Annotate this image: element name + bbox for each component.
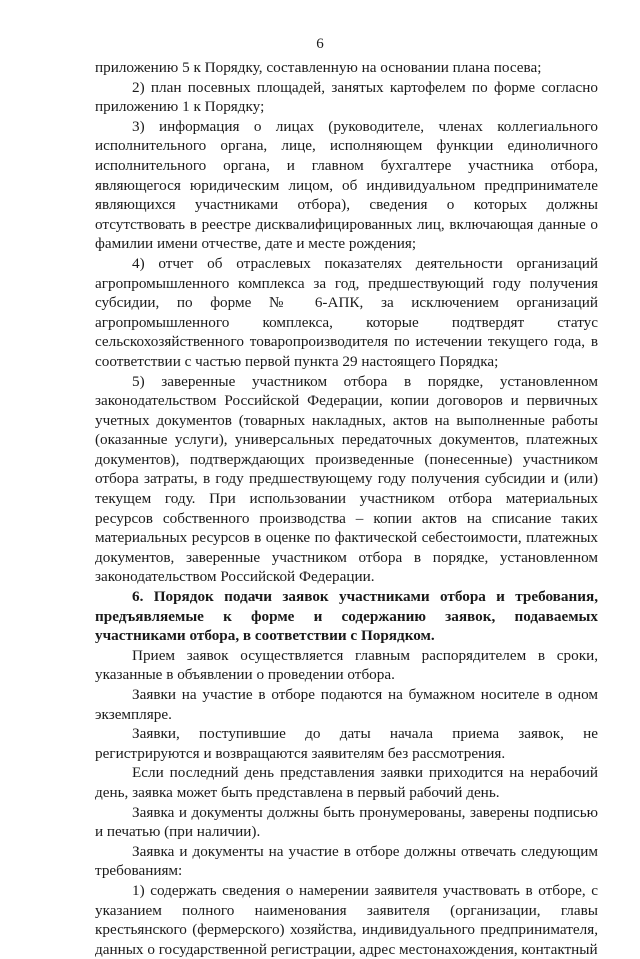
- section-heading-6: 6. Порядок подачи заявок участниками отбора и требования, предъявляемые к форме и содержанию заявок, подаваемых участниками отбора, в соответствии с Порядком.: [95, 588, 598, 645]
- paragraph: Заявки на участие в отборе подаются на бумажном носителе в одном экземпляре.: [95, 686, 598, 723]
- paragraph-item-5: 5) заверенные участником отбора в порядке, установленном законодательством Российской Федерации, копии договоров и первичных учетных документов (товарных накладных, актов на выполненные работы (оказанные услуги), универсальных передаточных документов, платежных документов), подтверждающих произведенные (понесенные) участником отбора затраты, в году предшествующему году получения субсидии и (или) текущем году. При использовании участником отбора материальных ресурсов собственного производства – копии актов на списание таких материальных ресурсов в оценке по фактической себестоимости, платежных документов, заверенные участником отбора в порядке, установленном законодательством Российской Федерации.: [95, 372, 598, 586]
- paragraph: Заявки, поступившие до даты начала приема заявок, не регистрируются и возвращаются заявителям без рассмотрения.: [95, 725, 598, 762]
- paragraph-item-2: 2) план посевных площадей, занятых картофелем по форме согласно приложению 1 к Порядку;: [95, 78, 598, 116]
- paragraph: Заявка и документы на участие в отборе должны отвечать следующим требованиям:: [95, 842, 598, 880]
- page-number: 6: [316, 36, 324, 52]
- paragraph: Если последний день представления заявки приходится на нерабочий день, заявка может быть представлена в первый рабочий день.: [95, 764, 598, 801]
- paragraph: Заявка и документы должны быть пронумерованы, заверены подписью и печатью (при наличии).: [95, 803, 598, 841]
- paragraph-requirement-1: 1) содержать сведения о намерении заявителя участвовать в отборе, с указанием полного наименования заявителя (организации, главы крестьянского (фермерского) хозяйства, индивидуального предпринимателя, данных о государственной регистрации, адрес местонахождения, контактный: [95, 881, 598, 958]
- paragraph-item-3: 3) информация о лицах (руководителе, членах коллегиального исполнительного органа, лице, исполняющем функции единоличного исполнительного органа, и главном бухгалтере участника отбора, являющегося юридическим лицом, об индивидуальном предпринимателе являющихся участниками отбора), сведения о которых должны отсутствовать в реестре дисквалифицированных лиц, включающая данные о фамилии имени отчестве, дате и месте рождения;: [95, 117, 598, 253]
- paragraph-item-4: 4) отчет об отраслевых показателях деятельности организаций агропромышленного комплекса за год, предшествующий году получения субсидии, по форме № 6-АПК, за исключением организаций агропромышленного комплекса, которые подтвердят статус сельскохозяйственного товаропроизводителя по истечении текущего года, в соответствии с частью первой пункта 29 настоящего Порядка;: [95, 254, 598, 370]
- document-body: [95, 58, 598, 959]
- paragraph-continuation: приложению 5 к Порядку, составленную на основании плана посева;: [95, 59, 542, 76]
- paragraph: Прием заявок осуществляется главным распорядителем в сроки, указанные в объявлении о проведении отбора.: [95, 646, 598, 684]
